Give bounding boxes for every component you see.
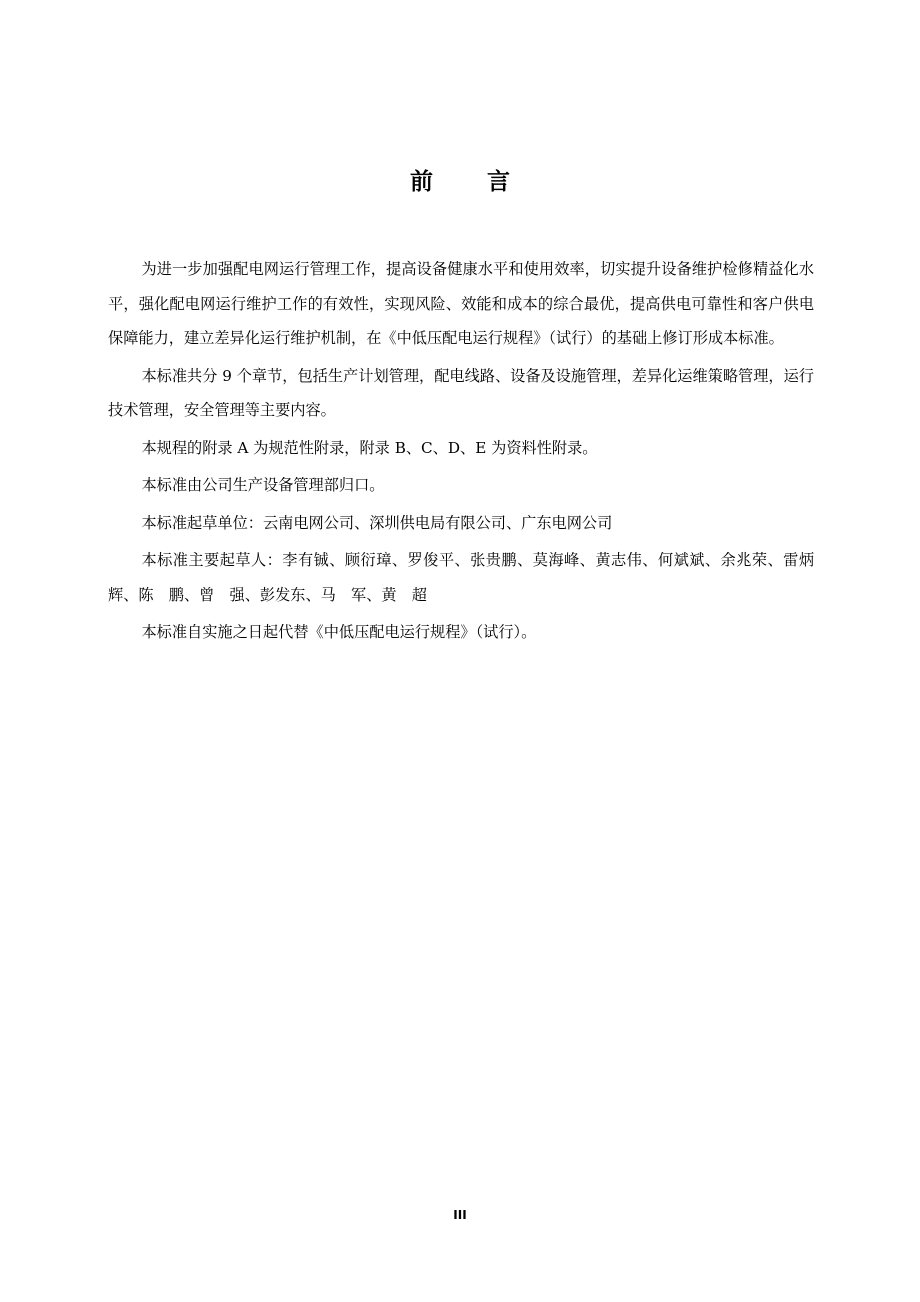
paragraph-chapters: 本标准共分 9 个章节，包括生产计划管理，配电线路、设备及设施管理，差异化运维策略管理，运行技术管理，安全管理等主要内容。 — [108, 366, 814, 419]
paragraph-drafting-units: 本标准起草单位：云南电网公司、深圳供电局有限公司、广东电网公司 — [141, 513, 613, 532]
title-char-1: 前 — [410, 169, 433, 195]
page-title — [0, 166, 920, 198]
paragraph-purpose: 为进一步加强配电网运行管理工作，提高设备健康水平和使用效率，切实提升设备维护检修精益化水平，强化配电网运行维护工作的有效性，实现风险、效能和成本的综合最优，提高供电可靠性和客户供电保障能力，建立差异化运行维护机制，在《中低压配电运行规程》（试行）的基础上修订形成本标准。 — [108, 260, 814, 347]
page-number: III — [453, 1208, 467, 1222]
paragraph-responsible-dept: 本标准由公司生产设备管理部归口。 — [141, 476, 385, 494]
paragraph-appendix: 本规程的附录 A 为规范性附录，附录 B、C、D、E 为资料性附录。 — [141, 438, 598, 457]
paragraph-drafters: 本标准主要起草人：李有铖、顾衍璋、罗俊平、张贵鹏、莫海峰、黄志伟、何斌斌、余兆荣、雷炳辉、陈 鹏、曾 强、彭发东、马 军、黄 超 — [108, 551, 814, 604]
foreword-body — [108, 252, 814, 650]
title-char-2: 言 — [487, 169, 510, 195]
paragraph-replacement: 本标准自实施之日起代替《中低压配电运行规程》（试行）。 — [141, 623, 537, 641]
